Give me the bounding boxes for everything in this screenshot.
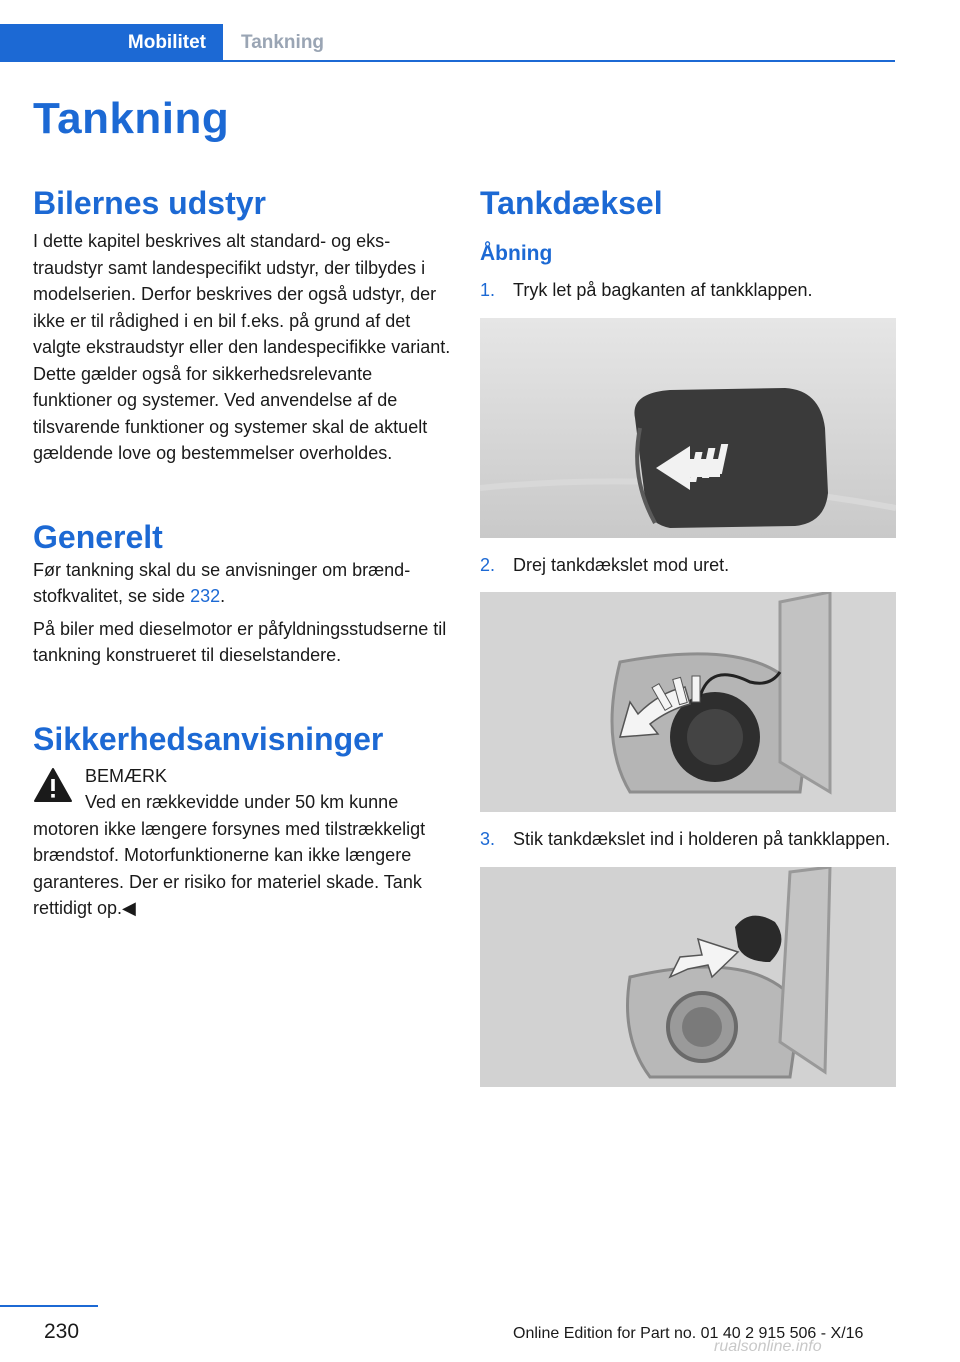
heading-fuel-cap: Tankdæksel: [480, 185, 663, 221]
photo-fuel-cap-turn: [480, 592, 896, 812]
tab-tankning[interactable]: Tankning: [241, 32, 325, 53]
photo-fuel-cap-holder: [480, 867, 896, 1087]
left-column: [33, 184, 453, 922]
warning-triangle-icon: [33, 767, 73, 803]
subheading-opening: Åbning: [480, 242, 553, 265]
equipment-text: I dette kapitel beskrives alt standard- og ekstraudstyr samt landespecifikt udstyr, der tilbydes i modelserien. Derfor beskrives der også udstyr, der ikke er til rådighed i en bil f.eks. på grund af det valgte ekstraudstyr eller den landespecifikke variant. Dette gælder også for sikkerhedsrelevante funktioner og systemer. Ved anvendelse af de tilsvarende funktioner og systemer skal de aktuelt gældende love og bestemmelser overholdes.: [33, 231, 451, 463]
header-rule: [0, 60, 895, 62]
step-3: [480, 826, 896, 853]
footer-rule: [0, 1305, 98, 1307]
step-number: 2.: [480, 554, 496, 575]
page-title: Tankning: [33, 94, 230, 143]
page-link-232[interactable]: 232: [190, 586, 221, 606]
step-number: 3.: [480, 829, 496, 849]
general-text-1-main: Før tankning skal du se anvisninger om brændstofkvalitet, se side: [33, 559, 411, 606]
heading-equipment: Bilernes udstyr: [33, 185, 266, 221]
general-text-2: På biler med dieselmotor er påfyldningsstudserne til tankning konstrueret til dieselstandere.: [33, 618, 447, 665]
tab-mobilitet[interactable]: Mobilitet: [0, 24, 223, 62]
step-text: Tryk let på bagkanten af tankklappen.: [513, 280, 813, 300]
step-text: Stik tankdækslet ind i holderen på tankklappen.: [513, 829, 891, 849]
heading-safety: Sikkerhedsanvisninger: [33, 720, 384, 757]
step-number: 1.: [480, 280, 496, 300]
general-text-1-end: .: [220, 586, 226, 606]
right-column: [480, 184, 896, 1087]
watermark: rualsonline.info: [714, 1338, 822, 1355]
step-1: [480, 277, 896, 304]
step-2: [480, 552, 896, 579]
heading-general: Generelt: [33, 518, 163, 555]
notice-text: Ved en rækkevidde under 50 km kunne motoren ikke længere forsynes med tilstrækkeligt brændstof. Motorfunktionerne kan ikke længere garanteres. Der er risiko for materiel skade. Tank rettidigt op.◀: [33, 792, 426, 918]
notice-box: [33, 763, 453, 922]
page-number: 230: [44, 1320, 80, 1343]
notice-title: BEMÆRK: [85, 765, 168, 786]
edition-note: Online Edition for Part no. 01 40 2 915 506 - X/16: [513, 1325, 864, 1342]
step-text: Drej tankdækslet mod uret.: [513, 554, 730, 575]
general-text-1: [33, 557, 453, 610]
photo-fuel-flap-press: [480, 318, 896, 538]
